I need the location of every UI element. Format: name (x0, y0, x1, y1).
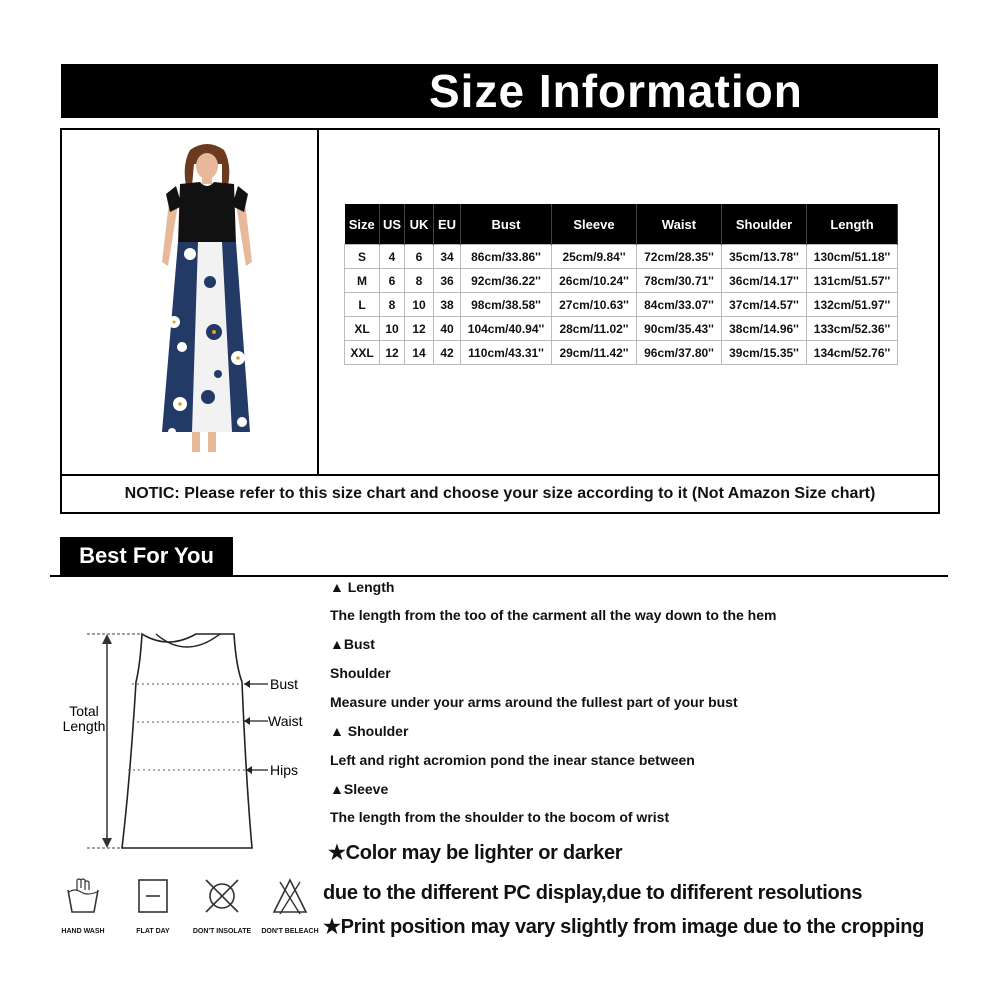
table-cell: 38 (434, 293, 461, 317)
waist-label: Waist (268, 713, 303, 729)
care-item-hand-wash (48, 876, 118, 935)
do-not-iron-icon (202, 876, 242, 916)
table-cell: 8 (380, 293, 405, 317)
desc-shoulder-text: Left and right acromion pond the inear stance between (330, 752, 695, 768)
table-cell: 39cm/15.35'' (722, 341, 807, 365)
care-item-do-not-bleach (255, 876, 325, 935)
table-cell: 40 (434, 317, 461, 341)
table-row (345, 341, 898, 365)
table-cell: 134cm/52.76'' (807, 341, 898, 365)
table-cell: 26cm/10.24'' (552, 269, 637, 293)
table-cell: 36cm/14.17'' (722, 269, 807, 293)
table-cell: 25cm/9.84'' (552, 245, 637, 269)
care-label: HAND WASH (61, 928, 105, 935)
table-cell: 29cm/11.42'' (552, 341, 637, 365)
size-table (344, 204, 898, 365)
desc-shoulder-sub: Shoulder (330, 665, 391, 681)
table-cell: 37cm/14.57'' (722, 293, 807, 317)
desc-shoulder-heading: ▲ Shoulder (330, 723, 409, 739)
bust-label: Bust (270, 676, 299, 692)
note-display: due to the different PC display,due to dififerent resolutions (323, 882, 863, 904)
table-cell: 4 (380, 245, 405, 269)
desc-sleeve-heading: ▲Sleeve (330, 781, 389, 797)
note-print-position: ★Print position may vary slightly from image due to the cropping (323, 916, 925, 938)
table-cell: 38cm/14.96'' (722, 317, 807, 341)
table-cell: 8 (405, 269, 434, 293)
table-cell: 72cm/28.35'' (637, 245, 722, 269)
table-cell: 131cm/51.57'' (807, 269, 898, 293)
col-header-sleeve: Sleeve (552, 204, 637, 245)
table-cell: M (345, 269, 380, 293)
table-cell: 14 (405, 341, 434, 365)
table-cell: 98cm/38.58'' (461, 293, 552, 317)
page-title: Size Information (429, 65, 803, 117)
table-cell: 132cm/51.97'' (807, 293, 898, 317)
table-cell: 12 (380, 341, 405, 365)
table-cell: 6 (380, 269, 405, 293)
table-cell: XL (345, 317, 380, 341)
section-rule (50, 575, 948, 577)
size-chart-panel (60, 128, 940, 514)
table-cell: 86cm/33.86'' (461, 245, 552, 269)
col-header-length: Length (807, 204, 898, 245)
care-item-do-not-iron (187, 876, 257, 935)
hips-label: Hips (270, 762, 299, 778)
table-row (345, 317, 898, 341)
table-cell: S (345, 245, 380, 269)
dress-measurement-diagram (56, 620, 326, 860)
table-cell: 84cm/33.07'' (637, 293, 722, 317)
note-color: ★Color may be lighter or darker (328, 842, 623, 864)
table-cell: 96cm/37.80'' (637, 341, 722, 365)
best-for-you-tab: Best For You (60, 537, 233, 575)
col-header-waist: Waist (637, 204, 722, 245)
size-notice: NOTIC: Please refer to this size chart and choose your size according to it (Not Amazon Size chart) (124, 485, 876, 502)
table-cell: 78cm/30.71'' (637, 269, 722, 293)
table-cell: 12 (405, 317, 434, 341)
table-cell: 36 (434, 269, 461, 293)
col-header-eu: EU (434, 204, 461, 245)
col-header-us: US (380, 204, 405, 245)
desc-bust-heading: ▲Bust (330, 636, 375, 652)
flat-dry-icon (135, 876, 171, 916)
table-cell: 6 (405, 245, 434, 269)
table-cell: 10 (380, 317, 405, 341)
table-row (345, 269, 898, 293)
table-cell: 90cm/35.43'' (637, 317, 722, 341)
total-label-line1: Total (69, 703, 99, 719)
table-cell: XXL (345, 341, 380, 365)
table-cell: 28cm/11.02'' (552, 317, 637, 341)
panel-divider-vertical (317, 130, 319, 474)
table-cell: 35cm/13.78'' (722, 245, 807, 269)
desc-sleeve-text: The length from the shoulder to the bocom of wrist (330, 809, 670, 825)
table-row (345, 293, 898, 317)
care-item-flat-dry (118, 876, 188, 935)
do-not-bleach-icon (270, 876, 310, 916)
table-cell: 10 (405, 293, 434, 317)
size-table-header-row (345, 204, 898, 245)
table-cell: L (345, 293, 380, 317)
col-header-uk: UK (405, 204, 434, 245)
desc-bust-text: Measure under your arms around the fullest part of your bust (330, 694, 738, 710)
desc-length-text: The length from the too of the carment all the way down to the hem (330, 607, 777, 623)
total-label-line2: Length (62, 718, 106, 734)
col-header-bust: Bust (461, 204, 552, 245)
care-label: DON'T BELEACH (261, 928, 319, 935)
table-cell: 42 (434, 341, 461, 365)
hand-wash-icon (65, 876, 101, 916)
col-header-size: Size (345, 204, 380, 245)
care-label: FLAT DAY (136, 928, 170, 935)
table-row (345, 245, 898, 269)
title-banner (61, 64, 938, 118)
table-cell: 130cm/51.18'' (807, 245, 898, 269)
table-cell: 34 (434, 245, 461, 269)
table-cell: 27cm/10.63'' (552, 293, 637, 317)
desc-length-heading: ▲ Length (330, 579, 395, 595)
table-cell: 133cm/52.36'' (807, 317, 898, 341)
table-cell: 104cm/40.94'' (461, 317, 552, 341)
table-cell: 110cm/43.31'' (461, 341, 552, 365)
care-label: DON'T INSOLATE (192, 928, 252, 935)
model-photo (152, 142, 262, 462)
table-cell: 92cm/36.22'' (461, 269, 552, 293)
col-header-shoulder: Shoulder (722, 204, 807, 245)
